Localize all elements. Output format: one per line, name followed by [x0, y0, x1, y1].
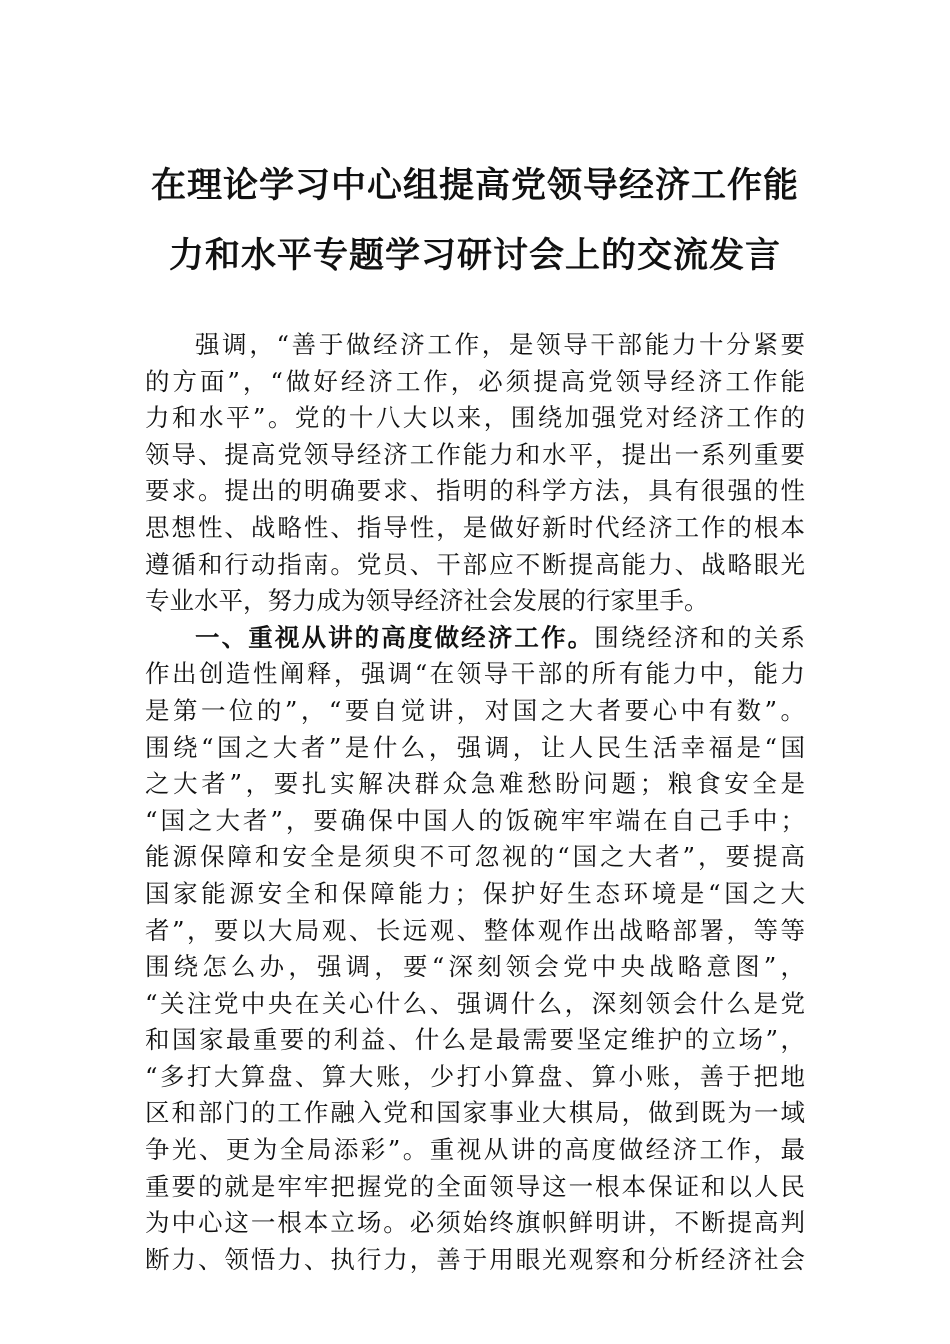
body-line: 断力、领悟力、执行力，善于用眼光观察和分析经济社会 [145, 1244, 805, 1274]
body-line: 争光、更为全局添彩”。重视从讲的高度做经济工作，最 [145, 1135, 805, 1165]
body-line: 的方面”，“做好经济工作，必须提高党领导经济工作能 [145, 366, 805, 396]
body-line: “国之大者”，要确保中国人的饭碗牢牢端在自己手中； [145, 805, 805, 835]
body-line: 要求。提出的明确要求、指明的科学方法，具有很强的性 [145, 476, 805, 506]
body-line: 思想性、战略性、指导性，是做好新时代经济工作的根本 [145, 512, 805, 542]
document-title-line-2: 力和水平专题学习研讨会上的交流发言 [168, 235, 781, 276]
body-line: “关注党中央在关心什么、强调什么，深刻领会什么是党 [145, 988, 805, 1018]
section-heading: 一、重视从讲的高度做经济工作。 [195, 622, 595, 652]
body-line: 为中心这一根本立场。必须始终旗帜鲜明讲，不断提高判 [145, 1208, 805, 1238]
document-title-line-1: 在理论学习中心组提高党领导经济工作能 [150, 165, 799, 206]
body-line: 遵循和行动指南。党员、干部应不断提高能力、战略眼光 [145, 549, 805, 579]
body-line: 是第一位的”，“要自觉讲，对国之大者要心中有数”。 [145, 695, 805, 725]
body-line: 专业水平，努力成为领导经济社会发展的行家里手。 [145, 586, 709, 616]
body-line: 力和水平”。党的十八大以来，围绕加强党对经济工作的 [145, 403, 805, 433]
body-line: 国家能源安全和保障能力；保护好生态环境是“国之大 [145, 878, 805, 908]
body-line: 和国家最重要的利益、什么是最需要坚定维护的立场”， [145, 1025, 805, 1055]
body-line-continuation: 围绕经济和的关系 [594, 622, 805, 652]
body-line: 之大者”，要扎实解决群众急难愁盼问题；粮食安全是 [145, 769, 805, 799]
body-line: 作出创造性阐释，强调“在领导干部的所有能力中，能力 [145, 659, 805, 689]
body-line: “多打大算盘、算大账，少打小算盘、算小账，善于把地 [145, 1061, 805, 1091]
body-line: 领导、提高党领导经济工作能力和水平，提出一系列重要 [145, 439, 805, 469]
body-line: 能源保障和安全是须臾不可忽视的“国之大者”，要提高 [145, 842, 805, 872]
body-line: 围绕怎么办，强调，要“深刻领会党中央战略意图”， [145, 952, 805, 982]
document-body [145, 327, 805, 1278]
body-line: 区和部门的工作融入党和国家事业大棋局，做到既为一域 [145, 1098, 805, 1128]
body-line: 围绕“国之大者”是什么，强调，让人民生活幸福是“国 [145, 732, 805, 762]
body-line: 强调，“善于做经济工作，是领导干部能力十分紧要 [195, 330, 805, 359]
body-line: 重要的就是牢牢把握党的全面领导这一根本保证和以人民 [145, 1171, 805, 1201]
body-line: 者”，要以大局观、长远观、整体观作出战略部署，等等 [145, 915, 805, 945]
section-heading-line [145, 620, 805, 657]
